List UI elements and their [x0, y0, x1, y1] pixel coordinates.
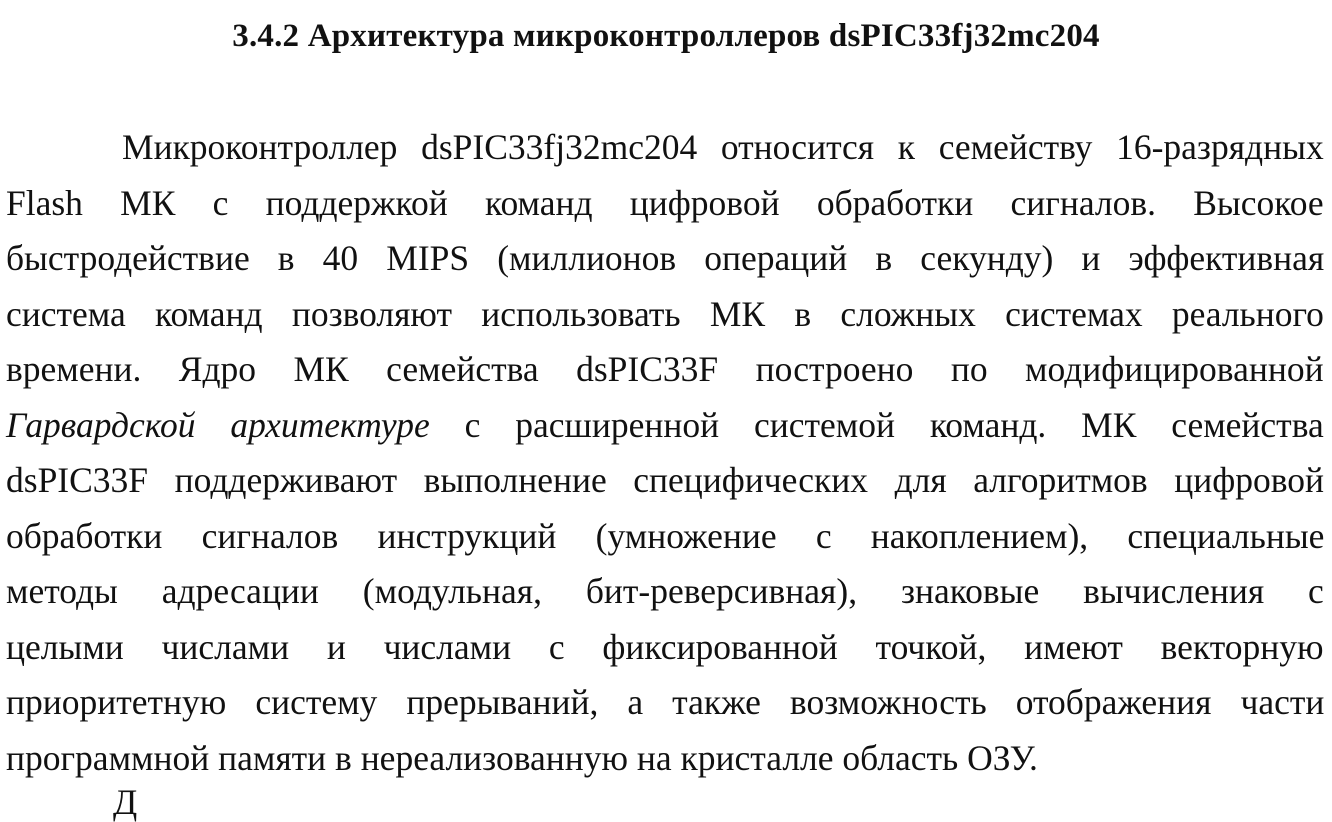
paragraph-line: времени. Ядро МК семейства dsPIC33F построено по модифицированной: [6, 349, 1324, 389]
paragraph-line: программной памяти в нереализованную на кристалле область ОЗУ.: [6, 737, 1038, 778]
paragraph-line: быстродействие в 40 MIPS (миллионов операций в секунду) и эффективная: [6, 238, 1325, 278]
paragraph-line-mixed: [6, 398, 1324, 454]
paragraph-line: целыми числами и числами с фиксированной точкой, имеют векторную: [6, 626, 1324, 667]
section-heading: 3.4.2 Архитектура микроконтроллеров dsPIC33fj32mc204: [232, 18, 1100, 54]
paragraph-line: dsPIC33F поддерживают выполнение специфических для алгоритмов цифровой: [6, 460, 1324, 500]
paragraph: [6, 120, 1324, 786]
paragraph-line: Flash МК с поддержкой команд цифровой обработки сигналов. Высокое: [6, 182, 1324, 223]
paragraph-line: обработки сигналов инструкций (умножение с накоплением), специальные: [6, 515, 1325, 556]
paragraph-line-rest: с расширенной системой команд. МК семейства: [429, 404, 1324, 445]
paragraph-line: приоритетную систему прерываний, а также возможность отображения части: [6, 682, 1325, 722]
next-paragraph-start: Д: [113, 782, 138, 822]
paragraph-line: методы адресации (модульная, бит-реверсивная), знаковые вычисления с: [6, 571, 1324, 611]
italic-term: Гарвардской архитектуре: [6, 404, 430, 445]
paragraph-line: Микроконтроллер dsPIC33fj32mc204 относится к семейству 16-разрядных: [122, 127, 1324, 167]
paragraph-line: система команд позволяют использовать МК в сложных системах реального: [6, 293, 1324, 334]
